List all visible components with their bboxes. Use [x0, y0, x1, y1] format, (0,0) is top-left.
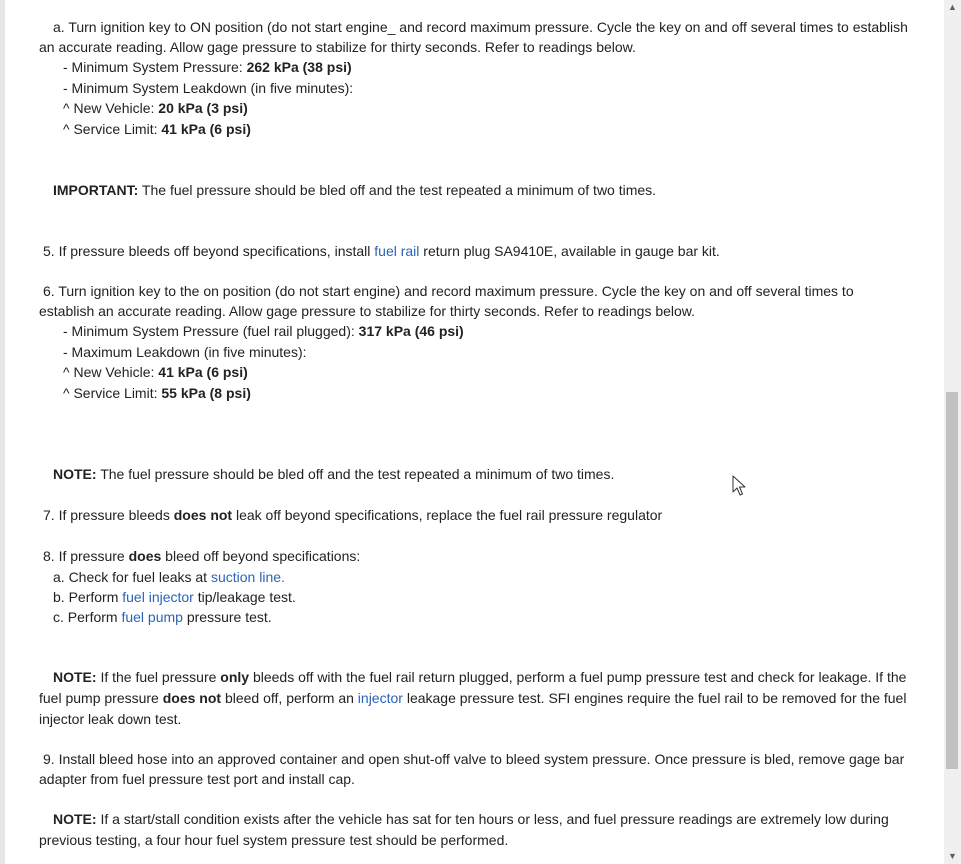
suction-line-link[interactable]: suction line.: [210, 569, 285, 585]
step-6-line-2: establish an accurate reading. Allow gage pressure to stabilize for thirty seconds. Refer to readings below.: [39, 303, 696, 319]
important-note: IMPORTANT: The fuel pressure should be bled off and the test repeated a minimum of two times.: [53, 182, 657, 198]
note-fuel-rail-plugged-line-2: fuel pump pressure does not bleed off, perform an injector leakage pressure test. SFI engines require the fuel rail to be removed for the fuel: [39, 690, 907, 706]
step-9-line-2: adapter from fuel pressure test port and install cap.: [39, 771, 355, 787]
step-8c: c. Perform fuel pump pressure test.: [53, 609, 272, 625]
new-vehicle-max-leakdown: ^ New Vehicle: 41 kPa (6 psi): [63, 364, 248, 380]
step-8: 8. If pressure does bleed off beyond specifications:: [43, 548, 361, 564]
vertical-scrollbar[interactable]: [944, 0, 961, 864]
scroll-up-arrow-icon[interactable]: ▲: [948, 2, 957, 12]
service-limit-max-leakdown: ^ Service Limit: 55 kPa (8 psi): [63, 385, 251, 401]
note-bleed-off: NOTE: The fuel pressure should be bled off and the test repeated a minimum of two times.: [53, 466, 615, 482]
fuel-rail-link[interactable]: fuel rail: [374, 243, 420, 259]
max-leakdown: - Maximum Leakdown (in five minutes):: [63, 344, 307, 360]
fuel-pump-link[interactable]: fuel pump: [121, 609, 183, 625]
min-system-leakdown: - Minimum System Leakdown (in five minutes):: [63, 80, 354, 96]
note-start-stall-line-2: previous testing, a four hour fuel system pressure test should be performed.: [39, 832, 509, 848]
note-fuel-rail-plugged-line-3: injector leak down test.: [39, 711, 182, 727]
scroll-down-arrow-icon[interactable]: ▼: [948, 851, 957, 861]
new-vehicle-leakdown: ^ New Vehicle: 20 kPa (3 psi): [63, 100, 248, 116]
step-5: 5. If pressure bleeds off beyond specifications, install fuel rail return plug SA9410E, available in gauge bar kit.: [43, 243, 720, 259]
left-border: [0, 0, 5, 864]
step-8a: a. Check for fuel leaks at suction line.: [53, 569, 285, 585]
step-4a-line-1: a. Turn ignition key to ON position (do not start engine_ and record maximum pressure. Cycle the key on and off several times to establish: [53, 19, 908, 35]
fuel-injector-link[interactable]: fuel injector: [122, 589, 194, 605]
note-fuel-rail-plugged-line-1: NOTE: If the fuel pressure only bleeds off with the fuel rail return plugged, perform a fuel pump pressure test and check for leakage. If the: [53, 669, 907, 685]
scrollbar-thumb[interactable]: [946, 392, 958, 769]
mouse-pointer-icon: [732, 475, 746, 497]
min-system-pressure: - Minimum System Pressure: 262 kPa (38 psi): [63, 59, 352, 75]
step-9-line-1: 9. Install bleed hose into an approved container and open shut-off valve to bleed system pressure. Once pressure is bled, remove gage bar: [43, 751, 905, 767]
step-8b: b. Perform fuel injector tip/leakage test.: [53, 589, 296, 605]
step-7: 7. If pressure bleeds does not leak off beyond specifications, replace the fuel rail pressure regulator: [43, 507, 663, 523]
step-4a-line-2: an accurate reading. Allow gage pressure to stabilize for thirty seconds. Refer to readings below.: [39, 39, 636, 55]
min-system-pressure-plugged: - Minimum System Pressure (fuel rail plugged): 317 kPa (46 psi): [63, 323, 464, 339]
service-limit-leakdown: ^ Service Limit: 41 kPa (6 psi): [63, 121, 251, 137]
step-6-line-1: 6. Turn ignition key to the on position (do not start engine) and record maximum pressure. Cycle the key on and off several times to: [43, 283, 854, 299]
injector-link[interactable]: injector: [357, 690, 403, 706]
note-start-stall-line-1: NOTE: If a start/stall condition exists after the vehicle has sat for ten hours or less, and fuel pressure readings are extremely low during: [53, 811, 889, 827]
